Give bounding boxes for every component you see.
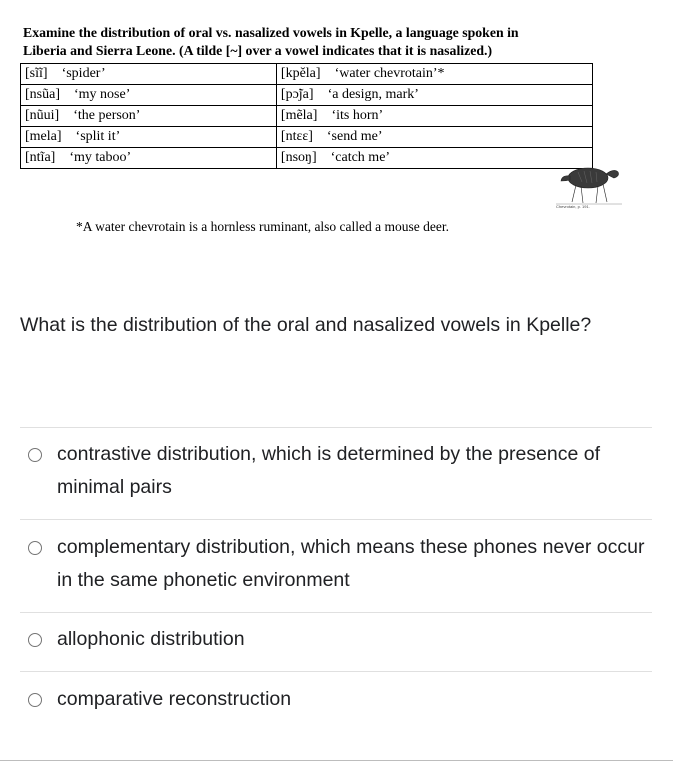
chevrotain-illustration-icon xyxy=(552,148,626,208)
english-gloss: ‘my taboo’ xyxy=(69,150,132,165)
answer-option-complementary[interactable] xyxy=(20,531,652,597)
option-label: complementary distribution, which means these phones never occur in the same phonetic environment xyxy=(57,536,645,591)
english-gloss: ‘spider’ xyxy=(61,66,106,81)
prompt-intro xyxy=(23,24,655,60)
english-gloss: ‘send me’ xyxy=(326,129,383,144)
answer-option-contrastive[interactable] xyxy=(20,438,652,504)
prompt-intro-line-2: Liberia and Sierra Leone. (A tilde [~] over a vowel indicates that it is nasalized.) xyxy=(23,43,493,58)
option-label: comparative reconstruction xyxy=(57,688,292,710)
answer-option-allophonic[interactable] xyxy=(20,623,652,656)
radio-unchecked-icon[interactable] xyxy=(28,448,42,462)
prompt-image xyxy=(20,22,660,242)
kpelle-word: [kpěla] xyxy=(280,66,321,81)
kpelle-word: [nũui] xyxy=(25,108,60,123)
kpelle-word: [ntĩa] xyxy=(25,150,56,165)
page-bottom-rule xyxy=(0,760,673,761)
english-gloss: ‘its horn’ xyxy=(331,108,384,123)
kpelle-word: [sĩĩ] xyxy=(25,66,48,81)
table-row xyxy=(21,64,593,85)
divider xyxy=(20,612,652,613)
kpelle-data-table xyxy=(20,63,593,169)
figure-caption: Chevrotain, p. 191. xyxy=(556,204,590,209)
question-text: What is the distribution of the oral and nasalized vowels in Kpelle? xyxy=(20,314,592,336)
option-label: allophonic distribution xyxy=(57,628,245,650)
kpelle-word: [mela] xyxy=(25,129,62,144)
radio-unchecked-icon[interactable] xyxy=(28,633,42,647)
table-row xyxy=(21,148,593,169)
kpelle-word: [pɔ̃ja] xyxy=(280,87,314,102)
answer-option-comparative[interactable] xyxy=(20,683,652,716)
kpelle-word: [ntɛɛ] xyxy=(280,129,313,144)
divider xyxy=(20,671,652,672)
english-gloss: ‘the person’ xyxy=(73,108,141,123)
radio-unchecked-icon[interactable] xyxy=(28,541,42,555)
table-row xyxy=(21,85,593,106)
english-gloss: ‘catch me’ xyxy=(330,150,391,165)
chevrotain-footnote: *A water chevrotain is a hornless ruminant, also called a mouse deer. xyxy=(76,219,450,234)
divider xyxy=(20,519,652,520)
table-row xyxy=(21,127,593,148)
kpelle-word: [mẽla] xyxy=(280,108,318,123)
radio-unchecked-icon[interactable] xyxy=(28,693,42,707)
english-gloss: ‘split it’ xyxy=(75,129,121,144)
prompt-intro-line-1: Examine the distribution of oral vs. nasalized vowels in Kpelle, a language spoken in xyxy=(23,25,519,40)
divider xyxy=(20,427,652,428)
kpelle-word: [nsũa] xyxy=(25,87,60,102)
table-row xyxy=(21,106,593,127)
english-gloss: ‘water chevrotain’* xyxy=(334,66,445,81)
english-gloss: ‘my nose’ xyxy=(74,87,131,102)
english-gloss: ‘a design, mark’ xyxy=(327,87,419,102)
kpelle-word: [nsoŋ] xyxy=(280,150,317,165)
option-label: contrastive distribution, which is determined by the presence of minimal pairs xyxy=(57,443,601,498)
